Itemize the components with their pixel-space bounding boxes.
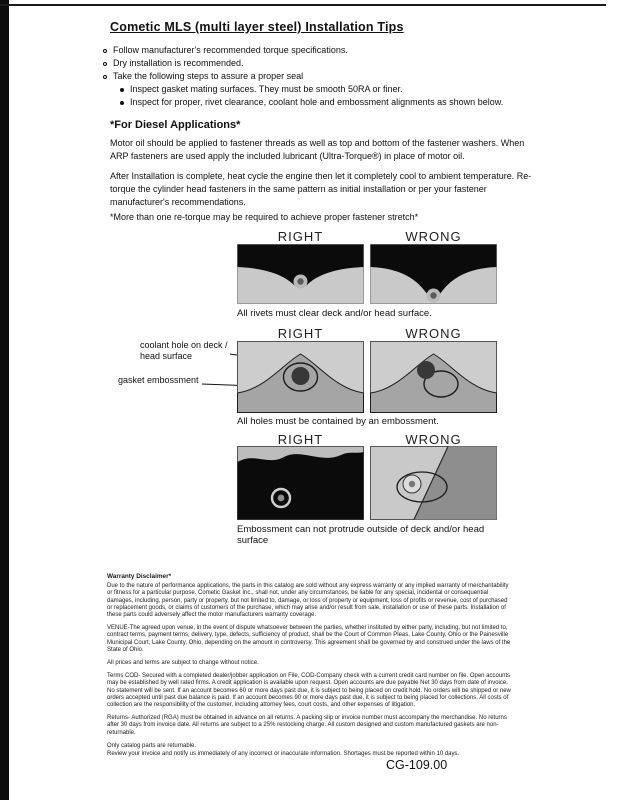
page-title: Cometic MLS (multi layer steel) Installation Tips xyxy=(110,20,404,34)
bullet-dot-icon xyxy=(120,88,124,92)
scan-edge-left xyxy=(0,0,9,800)
list-item-text: Inspect for proper, rivet clearance, coolant hole and embossment alignments as shown below. xyxy=(130,97,504,107)
caption-embossment: Embossment can not protrude outside of deck and/or head surface xyxy=(237,524,485,546)
right-label-row1: RIGHT xyxy=(277,229,324,244)
legal-section xyxy=(107,573,513,764)
bullet-dot-icon xyxy=(120,101,124,105)
list-item xyxy=(103,58,244,69)
rivet-right-illustration xyxy=(237,244,364,304)
list-item-text: Inspect gasket mating surfaces. They must be smooth 50RA or finer. xyxy=(130,84,403,94)
embossment-right-illustration xyxy=(237,446,364,520)
list-item-text: Take the following steps to assure a proper seal xyxy=(113,71,304,81)
retorque-note: *More than one re-torque may be required to achieve proper fastener stretch* xyxy=(110,212,419,222)
diagram-coolant-wrong-panel xyxy=(370,341,497,413)
embossment-wrong-illustration xyxy=(370,446,497,520)
coolant-right-illustration xyxy=(237,341,364,413)
sub-list-item xyxy=(120,84,402,95)
wrong-label-row3: WRONG xyxy=(405,432,462,447)
caption-rivets: All rivets must clear deck and/or head surface. xyxy=(237,308,432,319)
wrong-label-row2: WRONG xyxy=(405,326,462,341)
bullet-circle-icon xyxy=(103,75,107,79)
diagram-rivet-wrong-panel xyxy=(370,244,497,304)
legal-paragraph-catalog: Only catalog parts are returnable. xyxy=(107,742,197,749)
legal-paragraph-warranty: Due to the nature of performance applications, the parts in this catalog are sold without any express warranty or any implied warranty of merchantability or fitness for a particular purpose. Cometic Gasket Inc., shall not, under any circumstances, be liable for any special, incidental or consequential damages, including, person, party or property, but not limited to, damage, or loss of property or equipment, loss of profits or revenue, cost of purchased or replacement goods, or claims of customers of the purchase, which may arise and/or result from sale, installation or use of these parts. Installation of these parts could adversely affect the motor manufacturers warranty coverage. xyxy=(107,583,509,619)
bullet-circle-icon xyxy=(103,49,107,53)
list-item xyxy=(103,71,303,82)
legal-paragraph-prices: All prices and terms are subject to change without notice. xyxy=(107,660,259,667)
wrong-label-row1: WRONG xyxy=(405,229,462,244)
list-item xyxy=(103,45,348,56)
right-label-row3: RIGHT xyxy=(277,432,324,447)
diagram-rivet-right-panel xyxy=(237,244,364,304)
scan-edge-top xyxy=(0,4,606,6)
annotation-gasket-embossment: gasket embossment xyxy=(118,375,199,385)
diagram-coolant-right-panel xyxy=(237,341,364,413)
sub-list-item xyxy=(120,97,503,108)
annotation-coolant-hole: coolant hole on deck / head surface xyxy=(140,340,228,361)
warranty-disclaimer-heading: Warranty Disclaimer* xyxy=(107,573,172,580)
legal-paragraph-venue: VENUE-The agreed upon venue, in the event of dispute whatsoever between the parties, whether instituted by either party, including, but not limited to, contract terms, payment terms, delivery, type, defects, sufficiency of product, shall be the Court of Common Pleas, Lake County, Ohio or the Painesville Municipal Court, Lake County, Ohio, depending on the amount in controversy. This agreement shall be governed by and construed under the laws of the State of Ohio. xyxy=(107,625,511,653)
diesel-paragraph-1: Motor oil should be applied to fastener threads as well as top and bottom of the fastener washers. When ARP fasteners are used apply the included lubricant (Ultra-Torque®) in place of motor oil. xyxy=(110,138,525,161)
legal-paragraph-returns: Returns- Authorized (RGA) must be obtained in advance on all returns. A packing slip or invoice number must accompany the merchandise. No returns after 30 days from invoice date. All returns are subject to a 25% restocking charge. All custom designed and custom manufactured gaskets are non-returnable. xyxy=(107,715,507,736)
rivet-wrong-illustration xyxy=(370,244,497,304)
diesel-paragraph-2: After Installation is complete, heat cycle the engine then let it completely cool to ambient temperature. Re-torque the cylinder head fasteners in the same pattern as initial installation or per your fastener manufacturer's recommendations. xyxy=(110,171,532,207)
legal-paragraph-terms: Terms COD- Secured with a completed dealer/jobber application on File, COD-Company check with a current credit card number on file. Open accounts may be established by well rated firms. A credit application is available upon request. Open accounts are due payable Net 30 days from date of invoice. No statement will be sent. If an account becomes 60 or more days past due, it is subject to being placed on credit hold. No orders will be shipped or new orders accepted until past due balance is paid. If an account becomes 90 or more days past due, it is subject to being placed for collections. All costs of collection are the responsibility of the customer, including attorney fees, court costs, and other expenses of litigation. xyxy=(107,673,511,709)
caption-holes: All holes must be contained by an embossment. xyxy=(237,416,439,427)
list-item-text: Dry installation is recommended. xyxy=(113,58,244,68)
right-label-row2: RIGHT xyxy=(277,326,324,341)
bullet-circle-icon xyxy=(103,62,107,66)
diesel-applications-heading: *For Diesel Applications* xyxy=(110,119,241,131)
coolant-wrong-illustration xyxy=(370,341,497,413)
document-number: CG-109.00 xyxy=(386,758,448,772)
legal-paragraph-review: Review your invoice and notify us immediately of any incorrect or inaccurate information. Shortages must be reported within 10 days. xyxy=(107,751,460,758)
list-item-text: Follow manufacturer's recommended torque specifications. xyxy=(113,45,348,55)
diagram-embossment-right-panel xyxy=(237,446,364,520)
diagram-embossment-wrong-panel xyxy=(370,446,497,520)
